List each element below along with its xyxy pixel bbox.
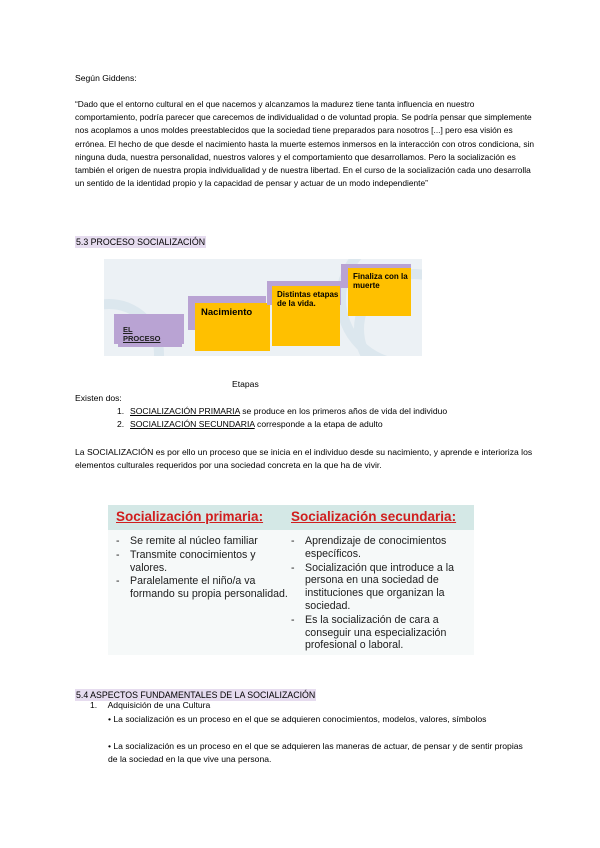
step-el-proceso xyxy=(118,317,182,347)
primary-item: - Se remite al núcleo familiar xyxy=(116,535,258,547)
secondary-item: - Socialización que introduce a la persona en una sociedad de instituciones que organizan la sociedad. xyxy=(291,561,454,612)
step-el-proceso-label: EL PROCESO xyxy=(123,325,161,343)
secondary-item: - Es la socialización de cara a conseguir una especialización profesional o laboral. xyxy=(291,613,447,652)
process-diagram xyxy=(104,259,422,356)
aspect-item xyxy=(90,699,210,712)
type-item-term: SOCIALIZACIÓN PRIMARIA xyxy=(130,406,240,416)
type-item-number: 2. xyxy=(117,419,125,429)
secondary-item-text: Es la socialización de cara a conseguir una especialización profesional o laboral. xyxy=(305,613,447,652)
aspect-bullet: • La socialización es un proceso en el que se adquieren conocimientos, modelos, valores, símbolos xyxy=(108,714,487,724)
primary-title-text: Socialización primaria xyxy=(116,509,259,524)
type-item-number: 1. xyxy=(117,406,125,416)
primary-item-text: Transmite conocimientos y valores. xyxy=(130,548,256,574)
section-53-title: 5.3 PROCESO SOCIALIZACIÓN xyxy=(76,237,206,247)
secondary-item-text: Socialización que introduce a la persona en una sociedad de instituciones que organizan la sociedad. xyxy=(305,561,454,612)
type-item-text: se produce en los primeros años de vida del individuo xyxy=(239,406,448,416)
primary-item: - Transmite conocimientos y valores. xyxy=(116,548,256,574)
comparison-table xyxy=(108,505,474,655)
secondary-item-text: Aprendizaje de conocimientos específicos. xyxy=(305,535,447,560)
aspect-item-number: 1. xyxy=(90,700,98,710)
type-item-term: SOCIALIZACIÓN SECUNDARIA xyxy=(130,419,255,429)
section-54-title: 5.4 ASPECTOS FUNDAMENTALES DE LA SOCIALIZACIÓN xyxy=(76,690,316,700)
primary-column-title: Socialización primaria: xyxy=(116,509,264,524)
type-item-text: corresponde a la etapa de adulto xyxy=(254,419,383,429)
intro-label: Según Giddens: xyxy=(75,73,137,83)
section-53-heading xyxy=(75,232,206,250)
socialization-types-list xyxy=(97,405,447,431)
step-nacimiento-label: Nacimiento xyxy=(201,307,253,318)
secondary-title-text: Socialización secundaria xyxy=(291,509,452,524)
type-item xyxy=(97,405,447,418)
secondary-column xyxy=(291,535,469,653)
aspect-item-label: Adquisición de una Cultura xyxy=(107,700,211,710)
secondary-column-title: Socialización secundaria: xyxy=(291,509,457,524)
primary-column xyxy=(116,535,288,602)
primary-item: - Paralelamente el niño/a va formando su propia personalidad. xyxy=(116,575,288,601)
step-nacimiento xyxy=(195,303,270,351)
step-muerte-label: Finaliza con la muerte xyxy=(353,272,408,290)
primary-item-text: Paralelamente el niño/a va formando su propia personalidad. xyxy=(130,575,288,601)
step-etapas-label: Distintas etapas de la vida. xyxy=(277,290,339,308)
step-muerte xyxy=(348,268,411,316)
aspect-bullet: • La socialización es un proceso en el que se adquieren las maneras de actuar, de pensar y de sentir propias de la sociedad en la que vive una persona. xyxy=(108,741,523,765)
type-item xyxy=(97,418,447,431)
step-etapas xyxy=(272,286,340,346)
primary-item-text: Se remite al núcleo familiar xyxy=(130,535,258,547)
giddens-quote: “Dado que el entorno cultural en el que nacemos y alcanzamos la madurez tiene tanta influencia en nuestro comportamiento, podría parecer que carecemos de individualidad o de voluntad propia. Se podría pensar que simplemente nos acoplamos a unos moldes preestablecidos que la sociedad tiene preparados para nosotros [...] pero esa visión es errónea. El hecho de que desde el nacimiento hasta la muerte estemos inmersos en la interacción con otros condiciona, sin ninguna duda, nuestra personalidad, nuestros valores y el comportamiento que desarrollamos. Pero la socialización es también el origen de nuestra propia individualidad y de nuestra libertad. En el curso de la socialización cada uno desarrolla un sentido de la identidad propio y la capacidad de pensar y actuar de un modo independiente” xyxy=(75,99,535,189)
types-lead: Existen dos: xyxy=(75,393,122,403)
socialization-definition: La SOCIALIZACIÓN es por ello un proceso que se inicia en el individuo desde su nacimiento, y aprende e interioriza los elementos culturales requeridos por una sociedad concreta en la que ha de vivir. xyxy=(75,447,533,471)
secondary-item: - Aprendizaje de conocimientos específicos. xyxy=(291,535,447,560)
diagram-caption: Etapas xyxy=(232,379,259,389)
